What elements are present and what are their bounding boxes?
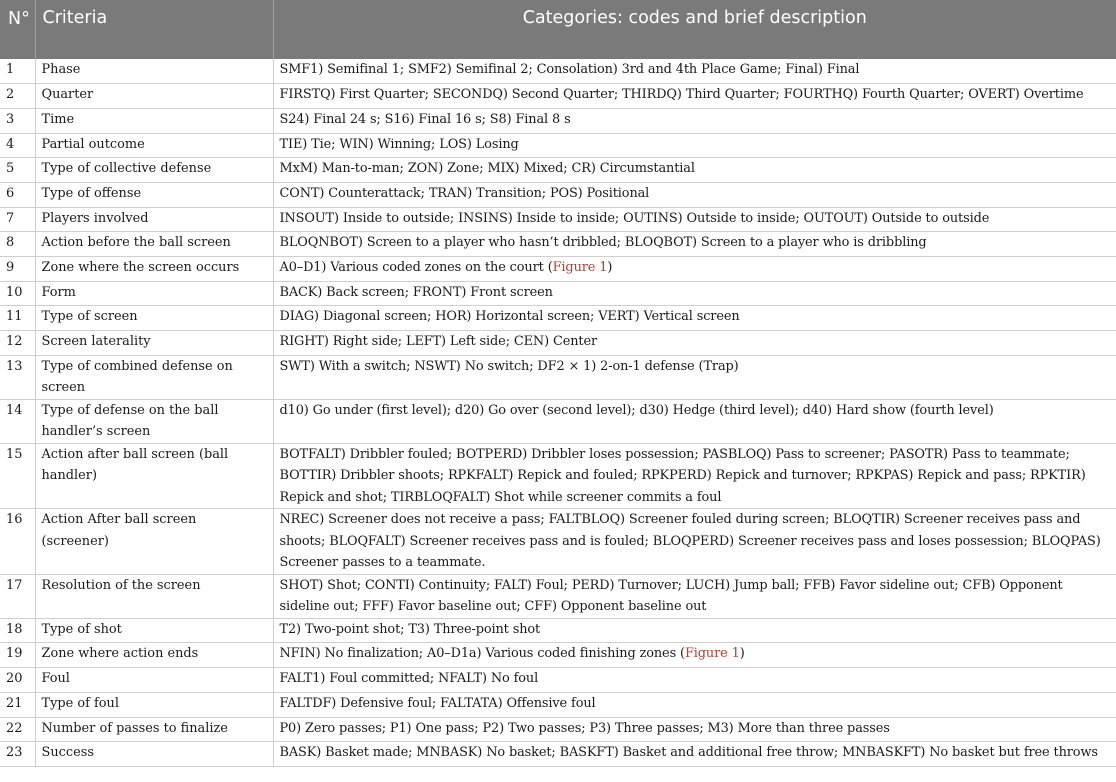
row-description: S24) Final 24 s; S16) Final 16 s; S8) Final 8 s — [273, 108, 1116, 133]
row-criteria: Quarter — [35, 84, 273, 109]
row-description: SMF1) Semifinal 1; SMF2) Semifinal 2; Consolation) 3rd and 4th Place Game; Final) Final — [273, 59, 1116, 84]
table-row — [0, 158, 1116, 183]
table-row — [0, 182, 1116, 207]
row-number: 11 — [0, 306, 35, 331]
row-number: 12 — [0, 331, 35, 356]
row-number: 15 — [0, 443, 35, 509]
row-criteria: Type of offense — [35, 182, 273, 207]
table-row — [0, 306, 1116, 331]
row-criteria: Action after ball screen (ball handler) — [35, 443, 273, 509]
row-criteria: Type of foul — [35, 692, 273, 717]
table-row — [0, 232, 1116, 257]
row-number: 19 — [0, 643, 35, 668]
row-description — [273, 257, 1116, 282]
row-criteria: Phase — [35, 59, 273, 84]
row-number: 22 — [0, 717, 35, 742]
table-row — [0, 355, 1116, 399]
row-number: 4 — [0, 133, 35, 158]
table-row — [0, 257, 1116, 282]
row-criteria: Action After ball screen (screener) — [35, 509, 273, 575]
description-text-end: ) — [739, 646, 745, 662]
row-description: T2) Two-point shot; T3) Three-point shot — [273, 618, 1116, 643]
table-row — [0, 668, 1116, 693]
table-row — [0, 399, 1116, 443]
row-description: FIRSTQ) First Quarter; SECONDQ) Second Quarter; THIRDQ) Third Quarter; FOURTHQ) Fourth Quarter; OVERT) Overtime — [273, 84, 1116, 109]
table-row — [0, 643, 1116, 668]
row-criteria: Zone where action ends — [35, 643, 273, 668]
table-header — [0, 0, 1116, 59]
row-number: 7 — [0, 207, 35, 232]
row-number: 18 — [0, 618, 35, 643]
description-text: A0–D1) Various coded zones on the court ( — [279, 260, 553, 275]
header-row — [0, 0, 1116, 59]
header-number: N° — [0, 0, 35, 59]
description-text: NFIN) No finalization; A0–D1a) Various coded finishing zones ( — [279, 646, 685, 662]
row-number: 8 — [0, 232, 35, 257]
row-number: 16 — [0, 509, 35, 575]
row-description: FALT1) Foul committed; NFALT) No foul — [273, 668, 1116, 693]
row-number: 6 — [0, 182, 35, 207]
row-description: RIGHT) Right side; LEFT) Left side; CEN) Center — [273, 331, 1116, 356]
row-number: 17 — [0, 574, 35, 618]
row-description: P0) Zero passes; P1) One pass; P2) Two passes; P3) Three passes; M3) More than three passes — [273, 717, 1116, 742]
row-number: 2 — [0, 84, 35, 109]
row-criteria: Type of shot — [35, 618, 273, 643]
figure-link[interactable]: Figure 1 — [552, 260, 608, 275]
row-number: 5 — [0, 158, 35, 183]
row-number: 23 — [0, 742, 35, 767]
row-description: NREC) Screener does not receive a pass; FALTBLOQ) Screener fouled during screen; BLOQTIR) Screener receives pass and shoots; BLOQFALT) Screener receives pass and is fouled; BLOQPERD) Screener receives pass and loses possession; BLOQPAS) Screener passes to a teammate. — [273, 509, 1116, 575]
table-row — [0, 509, 1116, 575]
header-criteria: Criteria — [35, 0, 273, 59]
row-description — [273, 643, 1116, 668]
table-row — [0, 59, 1116, 84]
row-description: BOTFALT) Dribbler fouled; BOTPERD) Dribbler loses possession; PASBLOQ) Pass to screener; PASOTR) Pass to teammate; BOTTIR) Dribbler shoots; RPKFALT) Repick and fouled; RPKPERD) Repick and turnover; RPKPAS) Repick and pass; RPKTIR) Repick and shot; TIRBLOQFALT) Shot while screener commits a foul — [273, 443, 1116, 509]
row-number: 13 — [0, 355, 35, 399]
row-number: 20 — [0, 668, 35, 693]
row-criteria: Foul — [35, 668, 273, 693]
row-criteria: Resolution of the screen — [35, 574, 273, 618]
table-row — [0, 133, 1116, 158]
row-description: BLOQNBOT) Screen to a player who hasn’t dribbled; BLOQBOT) Screen to a player who is dribbling — [273, 232, 1116, 257]
row-criteria: Players involved — [35, 207, 273, 232]
row-number: 3 — [0, 108, 35, 133]
table-row — [0, 692, 1116, 717]
row-criteria: Number of passes to finalize — [35, 717, 273, 742]
row-description: TIE) Tie; WIN) Winning; LOS) Losing — [273, 133, 1116, 158]
description-text-end: ) — [607, 260, 613, 275]
row-criteria: Type of combined defense on screen — [35, 355, 273, 399]
row-description: INSOUT) Inside to outside; INSINS) Inside to inside; OUTINS) Outside to inside; OUTOUT) Outside to outside — [273, 207, 1116, 232]
row-description: SWT) With a switch; NSWT) No switch; DF2 × 1) 2-on-1 defense (Trap) — [273, 355, 1116, 399]
header-description: Categories: codes and brief description — [273, 0, 1116, 59]
row-description: SHOT) Shot; CONTI) Continuity; FALT) Foul; PERD) Turnover; LUCH) Jump ball; FFB) Favor sideline out; CFB) Opponent sideline out; FFF) Favor baseline out; CFF) Opponent baseline out — [273, 574, 1116, 618]
row-criteria: Type of collective defense — [35, 158, 273, 183]
row-criteria: Time — [35, 108, 273, 133]
row-number: 9 — [0, 257, 35, 282]
row-description: d10) Go under (first level); d20) Go over (second level); d30) Hedge (third level); d40) Hard show (fourth level) — [273, 399, 1116, 443]
table-row — [0, 742, 1116, 767]
row-description: MxM) Man-to-man; ZON) Zone; MIX) Mixed; CR) Circumstantial — [273, 158, 1116, 183]
table-row — [0, 618, 1116, 643]
row-criteria: Type of screen — [35, 306, 273, 331]
row-description: FALTDF) Defensive foul; FALTATA) Offensive foul — [273, 692, 1116, 717]
row-criteria: Zone where the screen occurs — [35, 257, 273, 282]
table-row — [0, 717, 1116, 742]
row-number: 1 — [0, 59, 35, 84]
row-criteria: Partial outcome — [35, 133, 273, 158]
row-criteria: Type of defense on the ball handler’s screen — [35, 399, 273, 443]
row-description: BACK) Back screen; FRONT) Front screen — [273, 281, 1116, 306]
row-number: 21 — [0, 692, 35, 717]
row-criteria: Form — [35, 281, 273, 306]
row-description: DIAG) Diagonal screen; HOR) Horizontal screen; VERT) Vertical screen — [273, 306, 1116, 331]
row-criteria: Screen laterality — [35, 331, 273, 356]
table-row — [0, 84, 1116, 109]
table-row — [0, 281, 1116, 306]
table-row — [0, 108, 1116, 133]
table-row — [0, 443, 1116, 509]
row-number: 10 — [0, 281, 35, 306]
figure-link[interactable]: Figure 1 — [684, 646, 740, 662]
table-row — [0, 574, 1116, 618]
table-row — [0, 331, 1116, 356]
row-description: CONT) Counterattack; TRAN) Transition; POS) Positional — [273, 182, 1116, 207]
table-row — [0, 207, 1116, 232]
row-description: BASK) Basket made; MNBASK) No basket; BASKFT) Basket and additional free throw; MNBASKFT) No basket but free throws — [273, 742, 1116, 767]
row-number: 14 — [0, 399, 35, 443]
row-criteria: Success — [35, 742, 273, 767]
table-body — [0, 59, 1116, 766]
row-criteria: Action before the ball screen — [35, 232, 273, 257]
